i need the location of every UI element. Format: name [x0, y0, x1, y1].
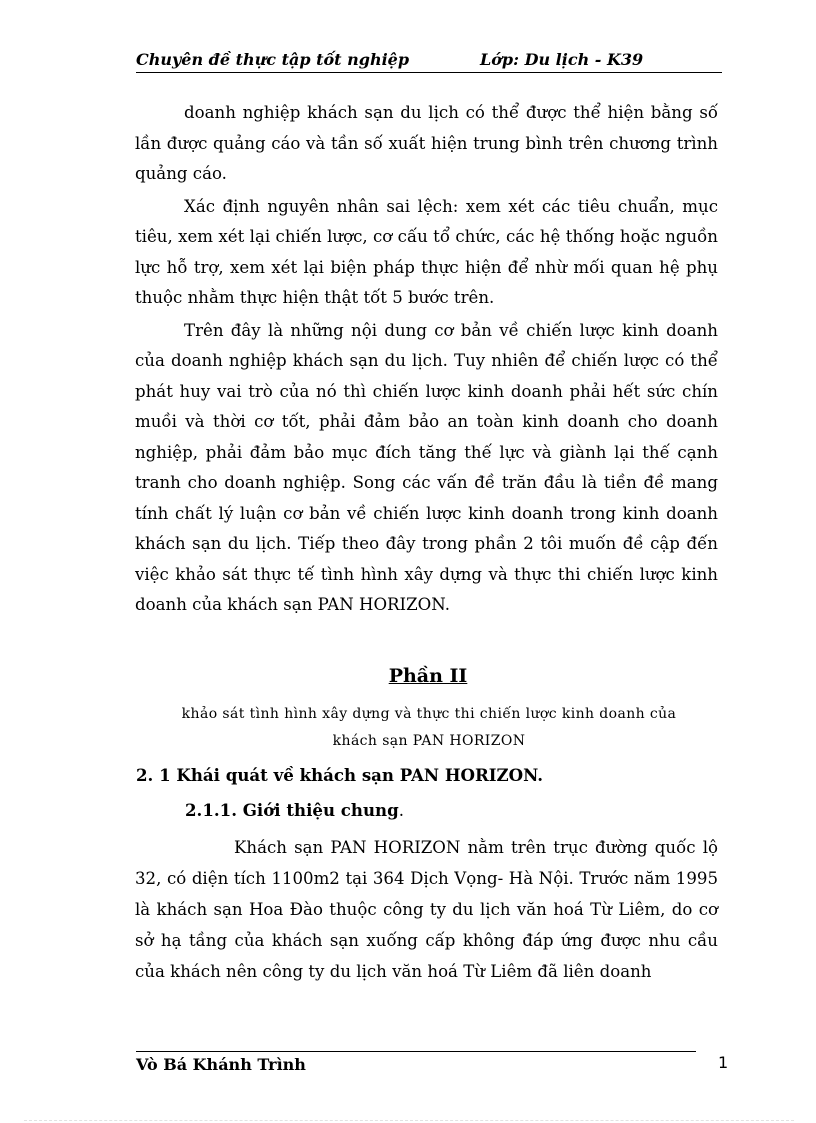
- header-class-label: Lớp: Du lịch - K39: [480, 50, 644, 69]
- body-text-block: [135, 98, 718, 623]
- paragraph-deviation-causes: Xác định nguyên nhân sai lệch: xem xét các tiêu chuẩn, mục tiêu, xem xét lại chiến lược, cơ cấu tổ chức, các hệ thống hoặc nguồn lực hỗ trợ, xem xét lại biện pháp thực hiện để nhừ mối quan hệ phụ thuộc nhằm thực hiện thật tốt 5 bước trên.: [135, 196, 718, 307]
- footer-author: Vò Bá Khánh Trình: [136, 1055, 306, 1074]
- paragraph-advertising: doanh nghiệp khách sạn du lịch có thể được thể hiện bằng số lần được quảng cáo và tần số xuất hiện trung bình trên chương trình quảng cáo.: [135, 103, 718, 183]
- part-subtitle: [136, 701, 722, 755]
- paragraph-strategy-summary: Trên đây là những nội dung cơ bản về chiến lược kinh doanh của doanh nghiệp khách sạn du lịch. Tuy nhiên để chiến lược có thể phát huy vai trò của nó thì chiến lược kinh doanh phải hết sức chín muồi và thời cơ tốt, phải đảm bảo an toàn kinh doanh cho doanh nghiệp, phải đảm bảo mục đích tăng thế lực và giành lại thế cạnh tranh cho doanh nghiệp. Song các vấn đề trăn đầu là tiền đề mang tính chất lý luận cơ bản về chiến lược kinh doanh trong kinh doanh khách sạn du lịch. Tiếp theo đây trong phần 2 tôi muốn đề cập đến việc khảo sát thực tế tình hình xây dựng và thực thi chiến lược kinh doanh của khách sạn PAN HORIZON.: [135, 320, 718, 614]
- page-bottom-edge: [24, 1120, 794, 1121]
- part-subtitle-line-2: khách sạn PAN HORIZON: [332, 733, 526, 749]
- paragraph-hotel-introduction: Khách sạn PAN HORIZON nằm trên trục đường quốc lộ 32, có diện tích 1100m2 tại 364 Dịch Vọng- Hà Nội. Trước năm 1995 là khách sạn Hoa Đào thuộc công ty du lịch văn hoá Từ Liêm, do cơ sở hạ tầng của khách sạn xuống cấp không đáp ứng được nhu cầu của khách nên công ty du lịch văn hoá Từ Liêm đã liên doanh: [135, 838, 718, 981]
- section-heading: 2. 1 Khái quát về khách sạn PAN HORIZON.: [136, 765, 543, 785]
- header-course-title: Chuyên đề thực tập tốt nghiệp: [136, 50, 410, 69]
- subsection-heading-text: 2.1.1. Giới thiệu chung: [185, 800, 399, 820]
- part-subtitle-line-1: khảo sát tình hình xây dựng và thực thi chiến lược kinh doanh của: [181, 706, 677, 722]
- page-number: 1: [718, 1053, 729, 1072]
- subsection-heading: [185, 795, 404, 826]
- page-header: [136, 48, 722, 73]
- subsection-heading-period: .: [398, 801, 404, 820]
- section-body: [135, 832, 718, 987]
- part-title: Phần II: [388, 665, 468, 687]
